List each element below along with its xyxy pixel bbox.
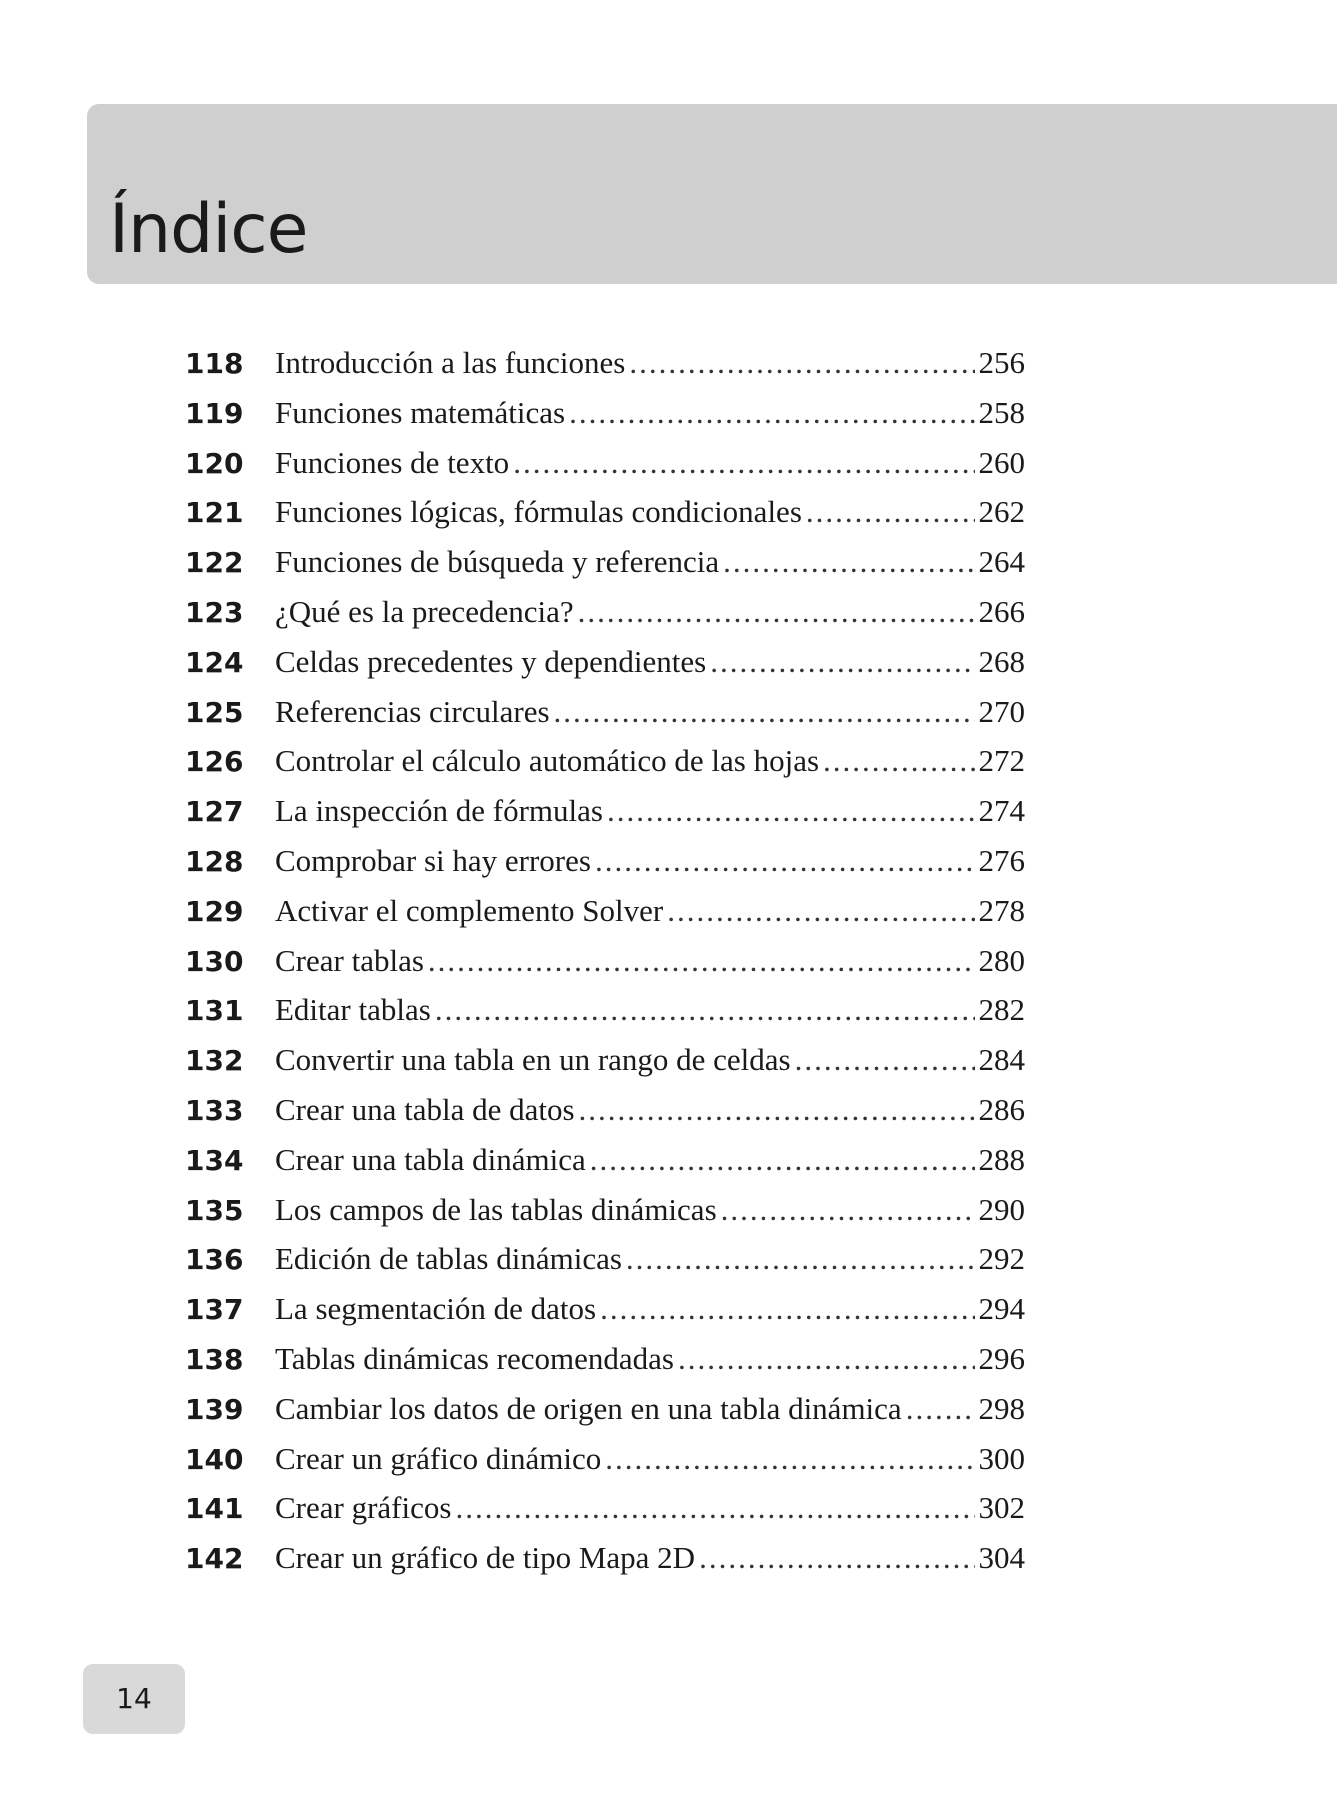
toc-entry-number: 142	[185, 1542, 244, 1576]
toc-entry	[185, 1192, 1025, 1242]
toc-leader-dots	[590, 1142, 975, 1178]
toc-entry-number: 122	[185, 546, 244, 580]
toc-entry	[185, 1241, 1025, 1291]
toc-leader-dots	[723, 544, 974, 580]
toc-entry-title: Edición de tablas dinámicas	[275, 1241, 622, 1277]
toc-leader-dots	[554, 694, 975, 730]
toc-leader-dots	[605, 1441, 974, 1477]
toc-entry-title: Editar tablas	[275, 992, 431, 1028]
toc-entry	[185, 1540, 1025, 1590]
toc-leader-dots	[795, 1042, 975, 1078]
toc-entry-page: 274	[978, 793, 1025, 829]
toc-entry-number: 140	[185, 1442, 244, 1476]
toc-entry-page: 290	[978, 1191, 1025, 1227]
toc-entry-number: 126	[185, 745, 244, 779]
toc-leader-dots	[906, 1391, 975, 1427]
toc-entry-page: 292	[978, 1241, 1025, 1277]
toc-entry-title: Convertir una tabla en un rango de celdas	[275, 1042, 791, 1078]
toc-entry-title: Comprobar si hay errores	[275, 842, 591, 878]
toc-entry	[185, 345, 1025, 395]
toc-leader-dots	[435, 992, 975, 1028]
toc-entry	[185, 445, 1025, 495]
toc-entry-number: 130	[185, 944, 244, 978]
toc-entry-title: Crear tablas	[275, 942, 424, 978]
toc-entry-page: 260	[978, 444, 1025, 480]
toc-entry-title: La inspección de fórmulas	[275, 793, 603, 829]
toc-entry	[185, 1291, 1025, 1341]
toc-entry-number: 138	[185, 1342, 244, 1376]
toc-entry-title: Controlar el cálculo automático de las hojas	[275, 743, 820, 779]
toc-entry-page: 276	[978, 842, 1025, 878]
toc-entry	[185, 1092, 1025, 1142]
toc-entry	[185, 494, 1025, 544]
toc-leader-dots	[600, 1291, 974, 1327]
toc-entry-title: Crear una tabla dinámica	[275, 1141, 586, 1177]
header-band	[87, 104, 1337, 284]
toc-entry	[185, 594, 1025, 644]
toc-entry-page: 296	[978, 1340, 1025, 1376]
toc-entry	[185, 1042, 1025, 1092]
toc-entry	[185, 1391, 1025, 1441]
toc-entry-number: 129	[185, 894, 244, 928]
toc-entry-title: Cambiar los datos de origen en una tabla dinámica	[275, 1390, 902, 1426]
toc-entry-number: 136	[185, 1243, 244, 1277]
toc-leader-dots	[823, 743, 974, 779]
toc-entry-number: 128	[185, 844, 244, 878]
toc-entry-number: 135	[185, 1193, 244, 1227]
toc-entry-number: 139	[185, 1392, 244, 1426]
toc-entry-title: Tablas dinámicas recomendadas	[275, 1340, 674, 1376]
toc-entry-number: 134	[185, 1143, 244, 1177]
page-number-badge	[83, 1664, 185, 1734]
toc-leader-dots	[806, 494, 975, 530]
toc-entry-title: La segmentación de datos	[275, 1291, 597, 1327]
toc-entry-title: Los campos de las tablas dinámicas	[275, 1191, 717, 1227]
toc-entry-page: 288	[978, 1141, 1025, 1177]
toc-entry-title: Referencias circulares	[275, 693, 550, 729]
toc-entry-page: 278	[978, 892, 1025, 928]
toc-leader-dots	[667, 893, 974, 929]
toc-entry-page: 262	[978, 494, 1025, 530]
toc-entry-title: Crear una tabla de datos	[275, 1091, 575, 1127]
toc-leader-dots	[678, 1341, 975, 1377]
toc-entry	[185, 1341, 1025, 1391]
toc-leader-dots	[721, 1192, 975, 1228]
toc-leader-dots	[595, 843, 975, 879]
toc-entry-title: Funciones de texto	[275, 444, 510, 480]
toc-entry	[185, 843, 1025, 893]
toc-entry-page: 266	[978, 593, 1025, 629]
toc-entry-title: Crear un gráfico dinámico	[275, 1440, 602, 1476]
page-number: 14	[116, 1682, 152, 1715]
toc-entry-title: Funciones matemáticas	[275, 394, 566, 430]
toc-entry	[185, 992, 1025, 1042]
toc-entry-page: 258	[978, 394, 1025, 430]
toc-leader-dots	[607, 793, 975, 829]
toc-entry-page: 284	[978, 1042, 1025, 1078]
toc-entry	[185, 893, 1025, 943]
toc-entry	[185, 943, 1025, 993]
toc-leader-dots	[455, 1490, 974, 1526]
toc-entry-number: 132	[185, 1044, 244, 1078]
toc-entry	[185, 644, 1025, 694]
toc-entry-page: 264	[978, 544, 1025, 580]
toc-entry-title: Funciones lógicas, fórmulas condicionales	[275, 494, 802, 530]
toc-entry-number: 120	[185, 446, 244, 480]
toc-leader-dots	[699, 1540, 974, 1576]
toc-entry	[185, 395, 1025, 445]
toc-entry-page: 256	[978, 345, 1025, 380]
page-title: Índice	[109, 190, 308, 269]
toc-entry	[185, 743, 1025, 793]
toc-entry-title: ¿Qué es la precedencia?	[275, 593, 574, 629]
toc-leader-dots	[579, 1092, 975, 1128]
toc-entry-number: 137	[185, 1293, 244, 1327]
toc-leader-dots	[629, 345, 974, 381]
toc-entry	[185, 793, 1025, 843]
toc-leader-dots	[710, 644, 974, 680]
toc-entry-number: 123	[185, 595, 244, 629]
toc-entry	[185, 544, 1025, 594]
toc-entry-number: 125	[185, 695, 244, 729]
toc-entry-number: 141	[185, 1492, 244, 1526]
toc-entry-page: 300	[978, 1440, 1025, 1476]
toc-entry-page: 270	[978, 693, 1025, 729]
toc-entry-page: 298	[978, 1390, 1025, 1426]
toc-entry	[185, 1490, 1025, 1540]
toc-leader-dots	[569, 395, 974, 431]
toc-entry-title: Activar el complemento Solver	[275, 892, 664, 928]
toc-entry-page: 304	[978, 1540, 1025, 1576]
toc-entry-page: 280	[978, 942, 1025, 978]
toc-leader-dots	[578, 594, 975, 630]
toc-entry-number: 118	[185, 347, 244, 380]
toc-entry-title: Crear un gráfico de tipo Mapa 2D	[275, 1540, 696, 1576]
toc-entry-title: Funciones de búsqueda y referencia	[275, 544, 720, 580]
toc-entry-page: 294	[978, 1291, 1025, 1327]
toc-entry-number: 133	[185, 1093, 244, 1127]
toc-leader-dots	[513, 445, 974, 481]
toc-entry	[185, 1441, 1025, 1491]
toc-entry	[185, 1142, 1025, 1192]
toc-entry-page: 268	[978, 643, 1025, 679]
toc-entry-page: 302	[978, 1490, 1025, 1526]
toc-leader-dots	[626, 1241, 975, 1277]
toc-entry	[185, 694, 1025, 744]
toc-entry-number: 127	[185, 795, 244, 829]
toc-entry-title: Celdas precedentes y dependientes	[275, 643, 707, 679]
table-of-contents	[185, 345, 1025, 1590]
toc-entry-page: 282	[978, 992, 1025, 1028]
toc-entry-number: 119	[185, 396, 244, 430]
toc-entry-page: 286	[978, 1091, 1025, 1127]
toc-entry-title: Crear gráficos	[275, 1490, 452, 1526]
toc-entry-number: 131	[185, 994, 244, 1028]
toc-entry-number: 124	[185, 645, 244, 679]
toc-leader-dots	[428, 943, 975, 979]
toc-entry-page: 272	[978, 743, 1025, 779]
toc-entry-number: 121	[185, 496, 244, 530]
toc-entry-title: Introducción a las funciones	[275, 345, 626, 380]
